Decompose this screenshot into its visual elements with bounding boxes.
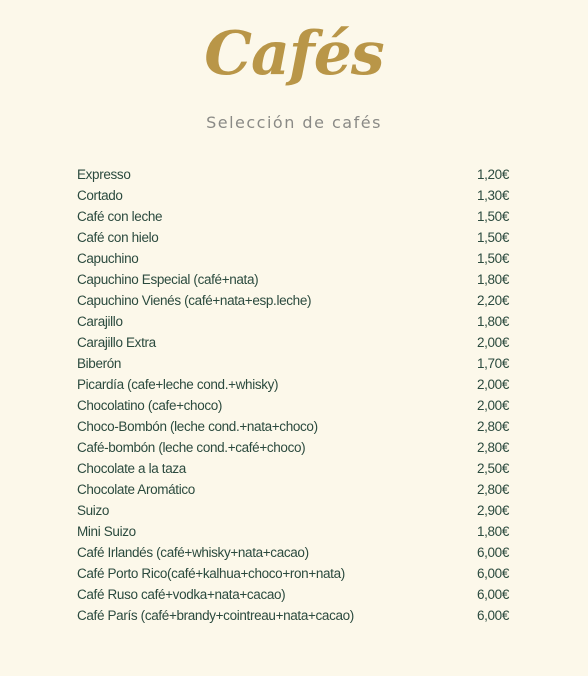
- menu-item-name: Chocolate Aromático: [77, 482, 195, 497]
- menu-item: [77, 395, 509, 416]
- menu-item: [77, 563, 509, 584]
- menu-item: [77, 542, 509, 563]
- menu-item: [77, 164, 509, 185]
- menu-item-name: Café-bombón (leche cond.+café+choco): [77, 440, 306, 455]
- menu-item-name: Expresso: [77, 167, 131, 182]
- menu-item-name: Café Porto Rico(café+kalhua+choco+ron+nata): [77, 566, 345, 581]
- menu-item: [77, 521, 509, 542]
- menu-item-price: 2,00€: [476, 398, 509, 413]
- menu-item-name: Capuchino: [77, 251, 139, 266]
- menu-item-price: 6,00€: [476, 608, 509, 623]
- menu-item-price: 1,50€: [476, 209, 509, 224]
- menu-item: [77, 227, 509, 248]
- menu-item: [77, 584, 509, 605]
- menu-item-price: 2,20€: [476, 293, 509, 308]
- menu-item-name: Capuchino Vienés (café+nata+esp.leche): [77, 293, 312, 308]
- menu-item-name: Cortado: [77, 188, 123, 203]
- menu-item-name: Suizo: [77, 503, 110, 518]
- menu-item: [77, 311, 509, 332]
- menu-item-name: Café París (café+brandy+cointreau+nata+cacao): [77, 608, 354, 623]
- menu-item-price: 2,90€: [476, 503, 509, 518]
- menu-item-price: 6,00€: [476, 566, 509, 581]
- menu-item-price: 2,50€: [476, 461, 509, 476]
- menu-item: [77, 458, 509, 479]
- page-title: Cafés: [204, 19, 384, 89]
- menu-item-price: 2,00€: [476, 335, 509, 350]
- menu-item-name: Café con hielo: [77, 230, 159, 245]
- menu-item-price: 6,00€: [476, 587, 509, 602]
- menu-item: [77, 248, 509, 269]
- menu-item-price: 1,80€: [476, 272, 509, 287]
- menu-item-name: Café con leche: [77, 209, 163, 224]
- menu-item-price: 2,00€: [476, 377, 509, 392]
- menu-item-name: Chocolate a la taza: [77, 461, 186, 476]
- menu-item-price: 2,80€: [476, 419, 509, 434]
- menu-item-name: Biberón: [77, 356, 122, 371]
- menu-item-price: 1,80€: [476, 524, 509, 539]
- page-subtitle: Selección de cafés: [206, 113, 382, 132]
- menu-item: [77, 269, 509, 290]
- menu-item-name: Choco-Bombón (leche cond.+nata+choco): [77, 419, 318, 434]
- menu-item-name: Capuchino Especial (café+nata): [77, 272, 259, 287]
- menu-item-price: 1,20€: [476, 167, 509, 182]
- menu-item: [77, 290, 509, 311]
- menu-item-price: 1,50€: [476, 230, 509, 245]
- menu-item: [77, 605, 509, 626]
- menu-item-name: Carajillo: [77, 314, 123, 329]
- menu-item-name: Carajillo Extra: [77, 335, 156, 350]
- menu-item: [77, 374, 509, 395]
- menu-item: [77, 185, 509, 206]
- menu-item: [77, 500, 509, 521]
- menu-item-price: 1,30€: [476, 188, 509, 203]
- menu-item-price: 1,50€: [476, 251, 509, 266]
- menu-item: [77, 206, 509, 227]
- menu-item-price: 6,00€: [476, 545, 509, 560]
- coffee-menu-list: [77, 164, 509, 626]
- menu-item-name: Café Ruso café+vodka+nata+cacao): [77, 587, 286, 602]
- menu-item: [77, 437, 509, 458]
- menu-item: [77, 332, 509, 353]
- menu-item-price: 1,70€: [476, 356, 509, 371]
- menu-item-price: 2,80€: [476, 482, 509, 497]
- menu-item-price: 2,80€: [476, 440, 509, 455]
- menu-item: [77, 479, 509, 500]
- menu-item-name: Café Irlandés (café+whisky+nata+cacao): [77, 545, 309, 560]
- menu-item-name: Picardía (cafe+leche cond.+whisky): [77, 377, 279, 392]
- menu-item-name: Chocolatino (cafe+choco): [77, 398, 223, 413]
- menu-item-price: 1,80€: [476, 314, 509, 329]
- menu-item-name: Mini Suizo: [77, 524, 136, 539]
- menu-item: [77, 353, 509, 374]
- menu-item: [77, 416, 509, 437]
